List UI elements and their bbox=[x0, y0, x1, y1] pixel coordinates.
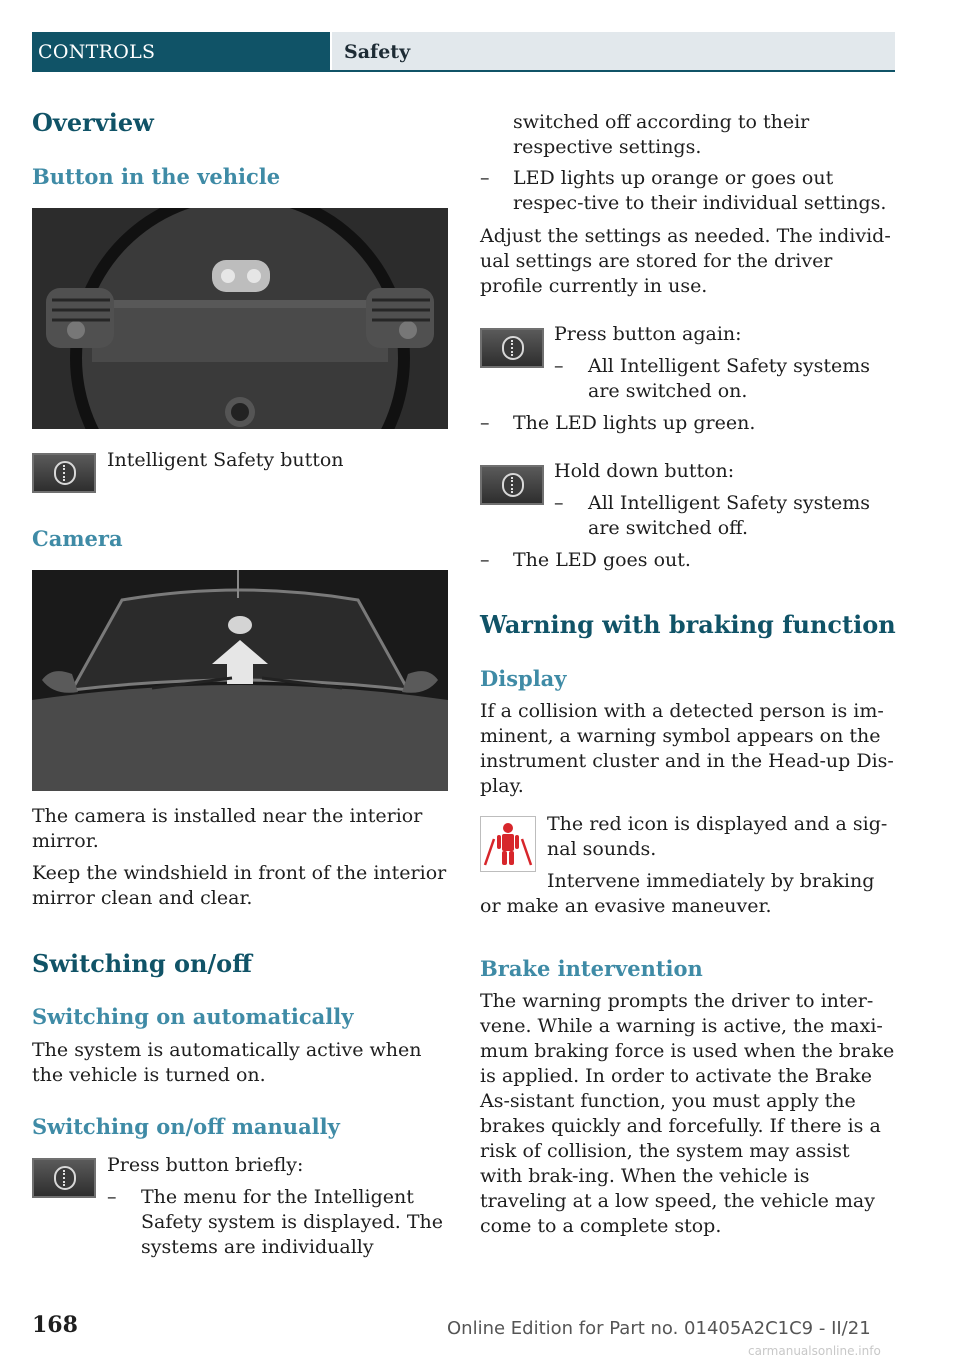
person-warning-icon bbox=[480, 816, 536, 872]
camera-paragraph-1: The camera is installed near the interior mirror. bbox=[32, 805, 423, 852]
list-dash: – bbox=[480, 167, 490, 189]
menu-item-text: The menu for the Intelligent Safety system is displayed. The systems are individually bbox=[141, 1186, 443, 1258]
list-dash: – bbox=[554, 355, 564, 377]
display-paragraph: If a collision with a detected person is im-minent, a warning symbol appears on the instrument cluster and in the Head-up Dis-play. bbox=[480, 700, 894, 797]
intelligent-safety-button-icon bbox=[32, 453, 96, 493]
list-item bbox=[480, 166, 896, 216]
all-off-text: All Intelligent Safety systems are switched off. bbox=[588, 492, 870, 539]
all-on-text: All Intelligent Safety systems are switched on. bbox=[588, 355, 870, 402]
intelligent-safety-button-icon bbox=[480, 465, 544, 505]
overview-heading: Overview bbox=[32, 108, 154, 137]
auto-paragraph: The system is automatically active when the vehicle is turned on. bbox=[32, 1039, 422, 1086]
intelligent-safety-button-icon bbox=[480, 328, 544, 368]
hold-down-text: Hold down button: bbox=[554, 460, 735, 482]
intervene-text: Intervene immediately by braking or make an evasive maneuver. bbox=[480, 870, 875, 917]
dashboard-illustration bbox=[32, 208, 448, 429]
brake-heading: Brake intervention bbox=[480, 956, 703, 981]
list-dash: – bbox=[554, 492, 564, 514]
warning-heading: Warning with braking function bbox=[480, 610, 896, 639]
auto-heading: Switching on automatically bbox=[32, 1004, 354, 1029]
brake-paragraph: The warning prompts the driver to inter-vene. While a warning is active, the maxi-mum braking force is used when the brake is applied. In order to activate the Brake As-sistant function, you must apply the brakes quickly and forcefully. If there is a risk of collision, the system may assist with brak-ing. When the vehicle is traveling at a low speed, the vehicle may come to a complete stop. bbox=[480, 990, 895, 1237]
continuation-text: switched off according to their respective settings. bbox=[513, 111, 810, 158]
list-item bbox=[480, 548, 896, 573]
edition-text: Online Edition for Part no. 01405A2C1C9 - II/21 bbox=[447, 1318, 871, 1339]
led-green-text: The LED lights up green. bbox=[513, 412, 756, 434]
page-header bbox=[32, 32, 895, 72]
windshield-illustration bbox=[32, 570, 448, 791]
press-briefly-text: Press button briefly: bbox=[107, 1154, 304, 1176]
list-dash: – bbox=[480, 412, 490, 434]
list-item bbox=[107, 1185, 447, 1260]
section-label: CONTROLS bbox=[32, 32, 330, 70]
page-number: 168 bbox=[32, 1312, 78, 1338]
dashboard-photo bbox=[32, 208, 448, 429]
list-dash: – bbox=[107, 1186, 117, 1208]
camera-paragraph-2: Keep the windshield in front of the interior mirror clean and clear. bbox=[32, 862, 447, 909]
press-again-text: Press button again: bbox=[554, 323, 742, 345]
switching-heading: Switching on/off bbox=[32, 949, 252, 978]
intelligent-safety-button-icon bbox=[32, 1158, 96, 1198]
led-item-text: LED lights up orange or goes out respec-tive to their individual settings. bbox=[513, 167, 887, 214]
list-item bbox=[480, 411, 896, 436]
camera-heading: Camera bbox=[32, 526, 123, 551]
button-heading: Button in the vehicle bbox=[32, 164, 281, 189]
list-item bbox=[554, 491, 894, 541]
manual-heading: Switching on/off manually bbox=[32, 1114, 340, 1139]
watermark: carmanualsonline.info bbox=[748, 1344, 881, 1358]
adjust-paragraph: Adjust the settings as needed. The individ-ual settings are stored for the driver profile currently in use. bbox=[480, 225, 891, 297]
button-caption: Intelligent Safety button bbox=[107, 449, 344, 471]
header-rule bbox=[32, 70, 895, 72]
display-heading: Display bbox=[480, 666, 567, 691]
list-dash: – bbox=[480, 549, 490, 571]
red-icon-text: The red icon is displayed and a sig-nal sounds. bbox=[547, 813, 888, 860]
chapter-label: Safety bbox=[332, 32, 895, 70]
list-item bbox=[554, 354, 894, 404]
led-out-text: The LED goes out. bbox=[513, 549, 691, 571]
windshield-photo bbox=[32, 570, 448, 791]
